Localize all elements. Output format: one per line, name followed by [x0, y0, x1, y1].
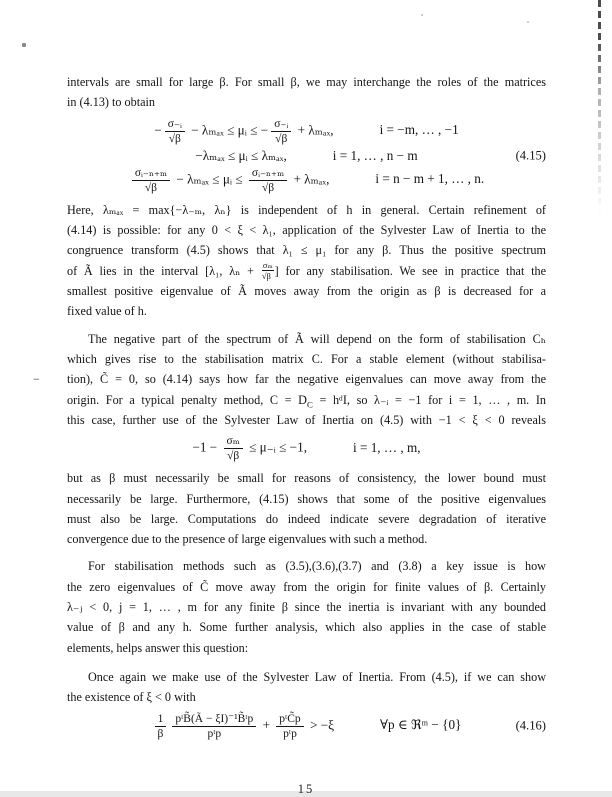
text-line: fixed value of h. [67, 304, 147, 319]
equation-row [67, 118, 546, 145]
equation-row [67, 167, 546, 194]
fraction-numerator: pᵗB̃(Ã − ξI)⁻¹B̃ᵗp [172, 713, 256, 727]
fraction-denominator: √β [261, 270, 271, 281]
fraction-numerator: σᵢ₋ₙ₊ₘ [249, 167, 287, 181]
math-term: − [154, 122, 162, 138]
equation-number: (4.16) [515, 718, 546, 733]
text-line: elements, helps answer this question: [67, 640, 249, 655]
text-line: Here, λₘₐₓ = max{−λ₋ₘ, λₙ} is independent of h in general. Certain refinement of [67, 202, 546, 217]
fraction-numerator: σₘ [224, 435, 243, 449]
text-segment: tion), C̃ = 0, so (4.14) says how far the negative eigenvalues can move away from the [67, 372, 546, 387]
text-line: For stabilisation methods such as (3.5),(3.6),(3.7) and (3.8) a key issue is how [88, 559, 546, 574]
text-line: the existence of ξ < 0 with [67, 690, 196, 705]
fraction [271, 118, 291, 145]
text-line: this case, further use of the Sylvester Law of Inertia on (4.5) with −1 < ξ < 0 reveals [67, 412, 546, 427]
equation-4-16 [67, 713, 546, 740]
text-line: congruence transform (4.5) shows that λ₁ ≤ μ₁ for any β. Thus the positive spectrum [67, 243, 546, 258]
equation-condition: i = n − m + 1, … , n. [375, 171, 485, 187]
text-line: (4.14) is possible: for any 0 < ξ < λ₁, application of the Sylvester Law of Inertia to the [67, 223, 546, 238]
text-line: in (4.13) to obtain [67, 95, 156, 110]
math-term: > −ξ [306, 717, 335, 733]
fraction-denominator: pᵗp [207, 727, 222, 740]
fraction [276, 713, 303, 740]
text-line: Once again we make use of the Sylvester Law of Inertia. From (4.5), if we can show [88, 669, 546, 684]
fraction-numerator: σₘ [262, 260, 273, 271]
fraction-numerator: 1 [155, 713, 167, 727]
math-term: −λₘₐₓ ≤ μᵢ ≤ λₘₐₓ, [195, 147, 287, 163]
text-line: origin. For a typical penalty method, $C = D_C$ = hᵈI, so λ₋ᵢ = −1 for i = 1, … , m. In [67, 392, 546, 409]
paragraph-stabilisation-methods [67, 556, 546, 657]
text-line: λ₋ⱼ < 0, j = 1, … , m for any finite β since the inertia is invariant with any bounded [67, 600, 546, 615]
inline-fraction [262, 261, 274, 280]
math-term: + λₘₐₓ, [294, 122, 334, 138]
text-line: necessarily be large. Furthermore, (4.15) shows that some of the positive eigenvalues [67, 491, 546, 506]
fraction-denominator: √β [144, 181, 158, 194]
paragraph-intro [67, 72, 546, 113]
scan-speck [421, 14, 423, 16]
equation-row [67, 435, 546, 462]
equation-row [67, 148, 546, 164]
fraction-denominator: √β [168, 132, 181, 145]
equation-mu-bounds [67, 435, 546, 462]
math-term: − λₘₐₓ ≤ μᵢ ≤ [173, 171, 246, 187]
margin-mark: − [33, 372, 40, 387]
paragraph-once-again [67, 667, 546, 708]
text-line [67, 261, 546, 281]
math-term: + [259, 717, 274, 733]
fraction [172, 713, 256, 740]
fraction-denominator: √β [261, 181, 275, 194]
paragraph-negative-spectrum [33, 329, 546, 430]
fraction [132, 167, 170, 194]
fraction-denominator: β [157, 727, 164, 740]
paragraph-consistency [67, 468, 546, 549]
text-segment: ] for any stabilisation. We see in practice that the [274, 263, 547, 278]
fraction-numerator: pᵗC̃p [276, 713, 303, 727]
math-term: − λₘₐₓ ≤ μᵢ ≤ − [187, 122, 269, 138]
fraction-denominator: pᵗp [283, 727, 297, 740]
equation-condition: i = −m, … , −1 [379, 122, 459, 138]
fraction-denominator: √β [227, 450, 240, 463]
math-term: + λₘₐₓ, [290, 171, 330, 187]
text-line: must also be large. Computations do indeed indicate severe degradation of iterative [67, 511, 546, 526]
scan-speck [22, 43, 26, 47]
scan-speck [527, 21, 529, 23]
fraction [224, 435, 243, 462]
equation-condition: i = 1, … , m, [353, 439, 421, 455]
fraction [249, 167, 287, 194]
scan-edge-artifact [598, 0, 601, 215]
text-line: but as β must necessarily be small for reasons of consistency, the lower bound must [67, 471, 546, 486]
text-line: the zero eigenvalues of C̃ move away from the origin for finite values of β. Certainly [67, 579, 546, 594]
text-segment: of Ã lies in the interval [λ₁, λₙ + [67, 263, 255, 278]
equation-number: (4.15) [515, 148, 546, 163]
fraction-numerator: σᵢ₋ₙ₊ₘ [132, 167, 170, 181]
text-line [33, 369, 546, 389]
page-content [33, 72, 547, 745]
text-line: The negative part of the spectrum of Ã will depend on the form of stabilisation Cₕ [88, 331, 546, 346]
fraction [165, 118, 185, 145]
math-term: −1 − [192, 439, 221, 455]
equation-quantifier: ∀p ∈ ℜᵐ − {0} [380, 717, 462, 733]
fraction [155, 713, 167, 740]
paragraph-refinement [67, 200, 546, 322]
text-line: value of β and any h. Some further analysis, which also applies in the case of stable [67, 620, 546, 635]
equation-condition: i = 1, … , n − m [332, 147, 418, 163]
equation-4-15 [67, 118, 546, 194]
text-line: smallest positive eigenvalue of Ã moves away from the origin as β is decreased for a [67, 284, 546, 299]
fraction-denominator: √β [275, 132, 288, 145]
equation-row [67, 713, 546, 740]
text-line: which gives rise to the stabilisation matrix C. For a stable element (without stabilisa- [67, 351, 546, 366]
page-number: 15 [297, 782, 315, 796]
math-term: ≤ μ₋ᵢ ≤ −1, [245, 439, 307, 455]
fraction-numerator: σ₋ᵢ [271, 118, 291, 132]
text-line: intervals are small for large β. For small β, we may interchange the roles of the matrices [67, 75, 546, 89]
fraction-numerator: σ₋ᵢ [165, 118, 185, 132]
text-line: convergence due to the presence of large eigenvalues with such a method. [67, 532, 428, 547]
